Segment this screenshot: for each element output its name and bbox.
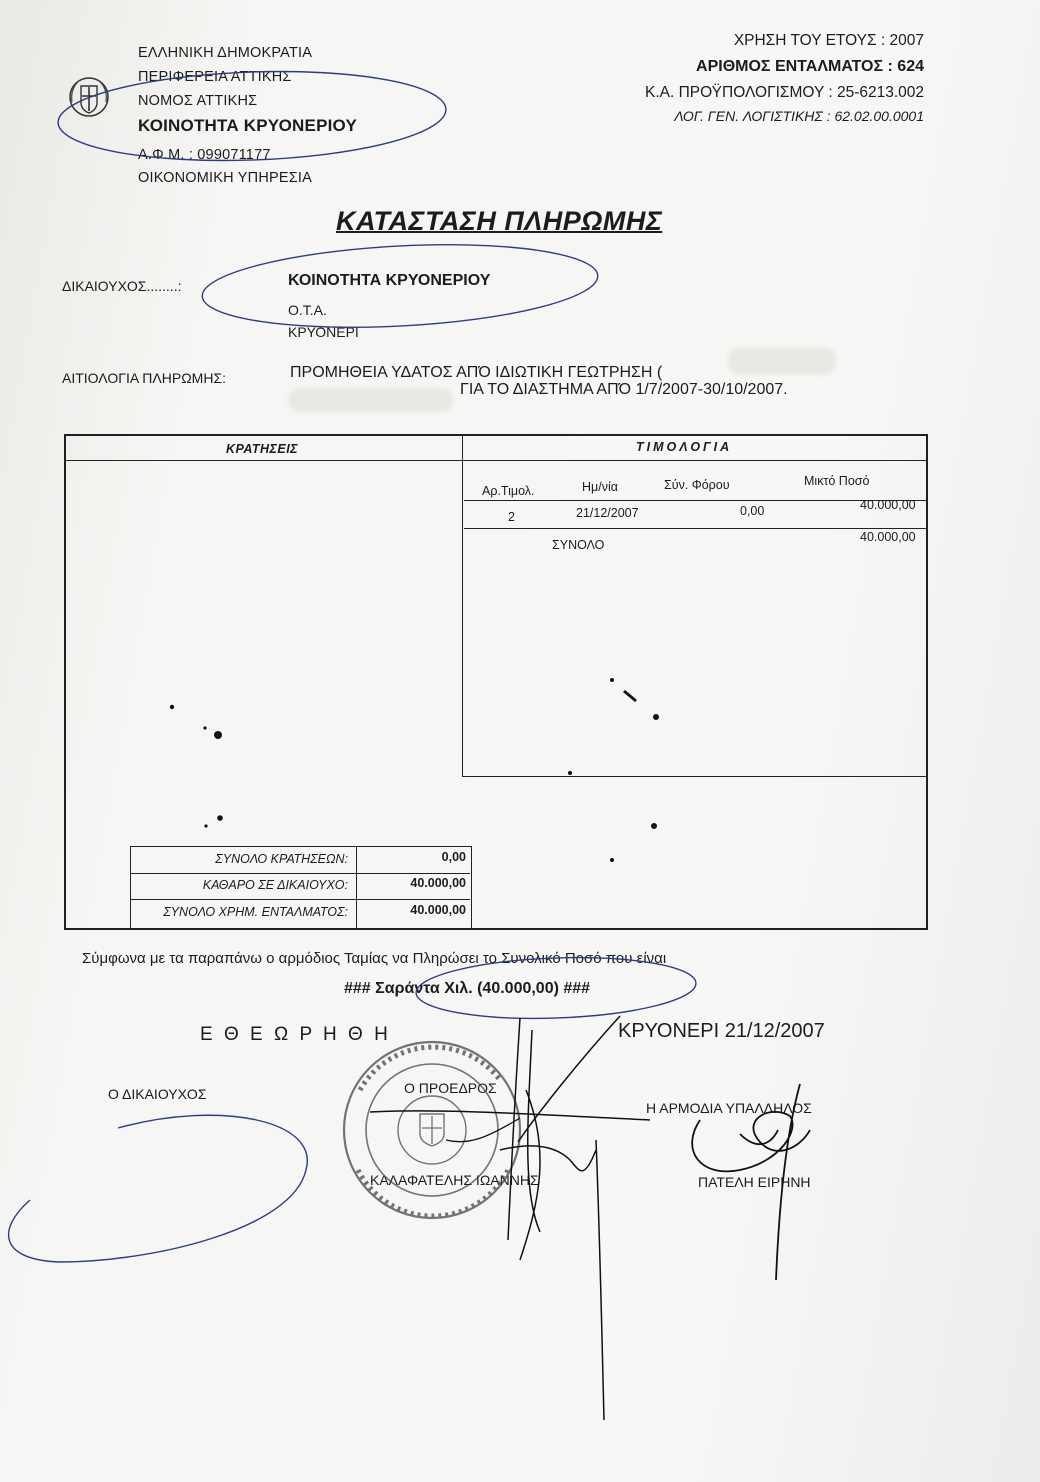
ledger-code: ΛΟΓ. ΓΕΝ. ΛΟΓΙΣΤΙΚΗΣ : 62.02.00.0001 (674, 108, 924, 124)
official-stamp (344, 1042, 520, 1218)
justification-line-1: ΠΡΟΜΗΘΕΙΑ ΥΔΑΤΟΣ ΑΠΌ ΙΔΙΩΤΙΚΗ ΓΕΩΤΡΗΣΗ ( (290, 364, 663, 381)
republic-label: ΕΛΛΗΝΙΚΗ ΔΗΜΟΚΡΑΤΙΑ (138, 45, 313, 61)
summary-deductions-value: 0,00 (441, 850, 466, 864)
place-date: ΚΡΥΟΝΕΡΙ 21/12/2007 (618, 1020, 825, 1042)
summary-divider (356, 846, 357, 928)
document-title: ΚΑΤΑΣΤΑΣΗ ΠΛΗΡΩΜΗΣ (336, 206, 663, 236)
beneficiary-label: ΔΙΚΑΙΟΥΧΟΣ........: (62, 278, 182, 294)
column-gross-amount: Μικτό Ποσό (804, 474, 870, 488)
column-date: Ημ/νία (582, 480, 618, 494)
invoices-header: ΤΙΜΟΛΟΓΙΑ (636, 440, 733, 454)
summary-net-label: ΚΑΘΑΡΟ ΣΕ ΔΙΚΑΙΟΥΧΟ: (202, 878, 348, 892)
region-label: ΠΕΡΙΦΕΡΕΙΑ ΑΤΤΙΚΗΣ (138, 69, 292, 85)
invoice-row-divider (464, 528, 926, 529)
warrant-number: ΑΡΙΘΜΟΣ ΕΝΤΑΛΜΑΤΟΣ : 624 (696, 58, 924, 75)
president-signature (370, 1016, 650, 1420)
prefecture-label: ΝΟΜΟΣ ΑΤΤΙΚΗΣ (138, 93, 258, 109)
summary-warrant-total-value: 40.000,00 (410, 903, 466, 917)
fiscal-year: ΧΡΗΣΗ ΤΟΥ ΕΤΟΥΣ : 2007 (733, 32, 924, 49)
invoice-total-value: 40.000,00 (860, 530, 916, 544)
payment-table (64, 434, 928, 930)
budget-code: Κ.Α. ΠΡΟΫΠΟΛΟΓΙΣΜΟΥ : 25-6213.002 (645, 84, 924, 101)
beneficiary-name: ΚΟΙΝΟΤΗΤΑ ΚΡΥΟΝΕΡΙΟΥ (288, 272, 491, 289)
service-label: ΟΙΚΟΝΟΜΙΚΗ ΥΠΗΡΕΣΙΑ (138, 170, 312, 186)
community-name: ΚΟΙΝΟΤΗΤΑ ΚΡΥΟΝΕΡΙΟΥ (138, 116, 358, 135)
beneficiary-place: ΚΡΥΟΝΕΡΙ (288, 324, 359, 340)
president-name: ΚΑΛΑΦΑΤΕΛΗΣ ΙΩΑΝΝΗΣ (370, 1172, 539, 1188)
summary-warrant-total-label: ΣΥΝΟΛΟ ΧΡΗΜ. ΕΝΤΑΛΜΑΤΟΣ: (163, 905, 348, 919)
invoice-date-cell: 21/12/2007 (576, 506, 639, 520)
summary-net-value: 40.000,00 (410, 876, 466, 890)
invoice-number-cell: 2 (508, 510, 515, 524)
invoice-gross-cell: 40.000,00 (860, 498, 916, 512)
beneficiary-type: Ο.Τ.Α. (288, 302, 327, 318)
approved-label: Ε Θ Ε Ω Ρ Η Θ Η (200, 1024, 391, 1045)
invoice-tax-cell: 0,00 (740, 504, 765, 518)
table-column-divider (462, 436, 463, 776)
redaction-mark (728, 347, 836, 375)
column-tax-total: Σύν. Φόρου (664, 478, 730, 492)
afm-label: Α.Φ.Μ. : 099071177 (138, 147, 271, 163)
officer-title: Η ΑΡΜΟΔΙΑ ΥΠΑΛΛΗΛΟΣ (646, 1100, 812, 1116)
column-invoice-number: Αρ.Τιμολ. (482, 484, 535, 498)
invoice-total-label: ΣΥΝΟΛΟ (552, 538, 605, 552)
justification-label: ΑΙΤΙΟΛΟΓΙΑ ΠΛΗΡΩΜΗΣ: (62, 370, 227, 386)
amount-in-words: ### Σαράντα Χιλ. (40.000,00) ### (344, 980, 591, 997)
justification-line-2: ΓΙΑ ΤΟ ΔΙΑΣΤΗΜΑ ΑΠΌ 1/7/2007-30/10/2007. (460, 381, 788, 398)
summary-row-divider (130, 873, 470, 874)
officer-name: ΠΑΤΕΛΗ ΕΙΡΗΝΗ (698, 1174, 811, 1190)
payment-instruction: Σύμφωνα με τα παραπάνω ο αρμόδιος Ταμίας να Πληρώσει το Συνολικό Ποσό που είναι (82, 950, 667, 967)
president-title: Ο ΠΡΟΕΔΡΟΣ (404, 1080, 497, 1096)
invoice-section-bottom (462, 776, 926, 777)
table-header-divider (66, 460, 926, 461)
handdrawn-oval-signature (9, 1115, 308, 1262)
invoice-header-divider (464, 500, 926, 501)
greek-emblem-icon (66, 72, 112, 122)
redaction-mark (288, 388, 454, 412)
deductions-header: ΚΡΑΤΗΣΕΙΣ (226, 442, 299, 456)
beneficiary-signature-label: Ο ΔΙΚΑΙΟΥΧΟΣ (108, 1086, 207, 1102)
summary-deductions-label: ΣΥΝΟΛΟ ΚΡΑΤΗΣΕΩΝ: (215, 852, 348, 866)
summary-row-divider (130, 899, 470, 900)
